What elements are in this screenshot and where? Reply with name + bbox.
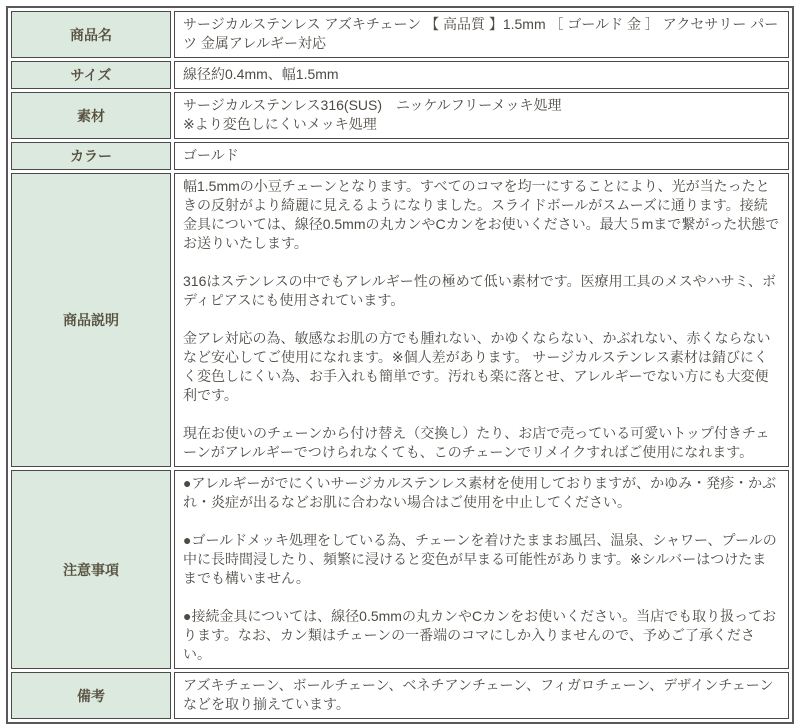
row-value-color: ゴールド: [174, 142, 789, 170]
notes-bullet-3: ●接続金具については、線径0.5mmの丸カンやCカンをお使いください。当店でも取り扱っております。なお、カン類はチェーンの一番端のコマにしか入りませんので、予めご了承ください。: [183, 608, 777, 662]
row-header-size: サイズ: [11, 61, 171, 89]
row-value-size: 線径約0.4mm、幅1.5mm: [174, 61, 789, 89]
product-spec-table: [6, 6, 794, 724]
notes-bullet-2: ●ゴールドメッキ処理をしている為、チェーンを着けたままお風呂、温泉、シャワー、プールの中に長時間浸したり、頻繁に浸けると変色が早まる可能性があります。※シルバーはつけたままでも構いません。: [183, 532, 777, 586]
description-paragraph-1: 幅1.5mmの小豆チェーンとなります。すべてのコマを均一にすることにより、光が当たったときの反射がより綺麗に見えるようになりました。スライドボールがスムーズに通ります。接続金具については、線径0.5mmの丸カンやCカンをお使いください。最大５mまで繋がった状態でお送りいたします。: [183, 178, 780, 251]
row-header-product-name: 商品名: [11, 11, 171, 58]
table-row-remarks: [11, 672, 789, 719]
row-header-notes: 注意事項: [11, 470, 171, 669]
table-row-description: [11, 173, 789, 467]
table-row-product-name: [11, 11, 789, 58]
table-row-notes: [11, 470, 789, 669]
row-header-description: 商品説明: [11, 173, 171, 467]
row-value-remarks: アズキチェーン、ボールチェーン、ベネチアンチェーン、フィガロチェーン、デザインチェーンなどを取り揃えています。: [174, 672, 789, 719]
notes-bullet-1: ●アレルギーがでにくいサージカルステンレス素材を使用しておりますが、かゆみ・発疹・かぶれ・炎症が出るなどお肌に合わない場合はご使用を中止してください。: [183, 475, 777, 510]
material-line-1: サージカルステンレス316(SUS) ニッケルフリーメッキ処理: [183, 97, 562, 113]
row-header-color: カラー: [11, 142, 171, 170]
row-value-notes: [174, 470, 789, 669]
row-header-remarks: 備考: [11, 672, 171, 719]
description-paragraph-4: 現在お使いのチェーンから付け替え（交換し）たり、お店で売っている可愛いトップ付きチェーンがアレルギーでつけられなくても、このチェーンでリメイクすればご使用になれます。: [183, 425, 770, 460]
row-value-product-name: サージカルステンレス アズキチェーン 【 高品質 】1.5mm ［ ゴールド 金 ］ アクセサリー パーツ 金属アレルギー対応: [174, 11, 789, 58]
row-value-description: [174, 173, 789, 467]
table-row-color: [11, 142, 789, 170]
row-header-material: 素材: [11, 92, 171, 139]
row-value-material: [174, 92, 789, 139]
description-paragraph-2: 316はステンレスの中でもアレルギー性の極めて低い素材です。医療用工具のメスやハサミ、ボディピアスにも使用されています。: [183, 273, 777, 308]
description-paragraph-3: 金アレ対応の為、敏感なお肌の方でも腫れない、かゆくならない、かぶれない、赤くならないなど安心してご使用になれます。※個人差があります。 サージカルステンレス素材は錆びにくく変色しにくい為、お手入れも簡単です。汚れも楽に落とせ、アレルギーでない方にも大変便利です。: [183, 330, 771, 403]
table-row-material: [11, 92, 789, 139]
material-line-2: ※より変色しにくいメッキ処理: [183, 116, 377, 132]
table-row-size: [11, 61, 789, 89]
